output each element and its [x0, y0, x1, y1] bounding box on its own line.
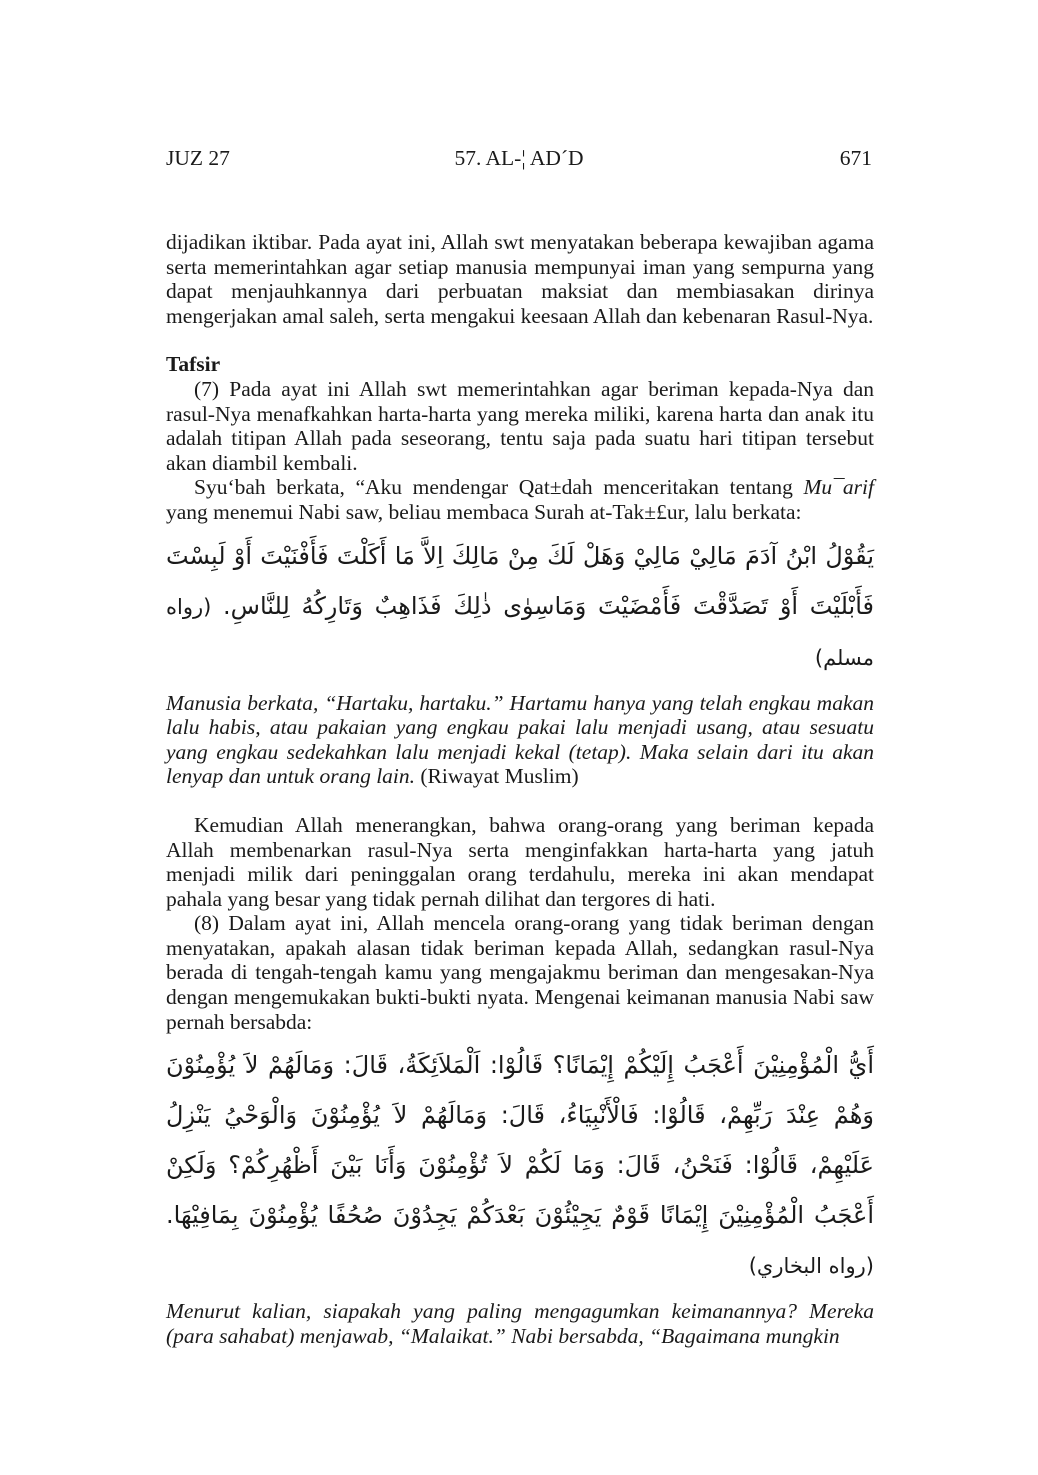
- hadith-2-translation: Menurut kalian, siapakah yang paling mengagumkan keimanannya? Mereka (para sahabat) menjawab, “Malaikat.” Nabi bersabda, “Bagaimana mungkin: [166, 1299, 874, 1348]
- hadith-1-translation-text: Manusia berkata, “Hartaku, hartaku.” Hartamu hanya yang telah engkau makan lalu habis, atau pakaian yang engkau pakai lalu menjadi usang, atau sesuatu yang engkau sedekahkan lalu menjadi kekal (tetap). Maka selain dari itu akan lenyap dan untuk orang lain.: [166, 690, 874, 789]
- syubah-paragraph: [166, 475, 874, 524]
- kemudian-paragraph: Kemudian Allah menerangkan, bahwa orang-orang yang beriman kepada Allah membenarkan rasul-Nya serta menginfakkan harta-harta yang jatuh menjadi milik dari peninggalan orang terdahulu, mereka ini akan mendapat pahala yang besar yang tidak pernah dilihat dan tergores di hati.: [166, 812, 874, 911]
- hadith-1-arabic-text: يَقُوْلُ ابْنُ آدَمَ مَالِيْ مَالِيْ وَهَلْ لَكَ مِنْ مَالِكَ اِلاَّ مَا أَكَلْتَ فَأَفْنَيْتَ أَوْ لَبِسْتَ فَأَبْلَيْتَ أَوْ تَصَدَّقْتَ فَأَمْضَيْتَ وَمَاسِوٰى ذٰلِكَ فَذَاهِبٌ وَتَارِكُهُ لِلنَّاسِ.: [166, 541, 874, 620]
- surah-title: 57. AL-¦ AD´D: [454, 146, 584, 170]
- mutarif-name: Mu¯arif: [803, 475, 874, 500]
- syubah-text-a: Syu‘bah berkata, “Aku mendengar Qat±dah menceritakan tentang: [194, 475, 804, 500]
- hadith-1-arabic: [166, 531, 874, 683]
- page-number: 671: [839, 146, 872, 170]
- intro-paragraph: dijadikan iktibar. Pada ayat ini, Allah swt menyatakan beberapa kewajiban agama serta memerintahkan agar setiap manusia mempunyai iman yang sempurna yang dapat menjauhkannya dari perbuatan maksiat dan membiasakan dirinya mengerjakan amal saleh, serta mengakui keesaan Allah dan kebenaran Rasul-Nya.: [166, 230, 874, 328]
- tafsir-heading: Tafsir: [166, 352, 221, 377]
- hadith-2-arabic-text: أَيُّ الْمُؤْمِنِيْنَ أَعْجَبُ إِلَيْكُمْ إِيْمَانًا؟ قَالُوْا: اَلْمَلاَئِكَةُ، قَالَ: وَمَالَهُمْ لاَ يُؤْمِنُوْنَ وَهُمْ عِنْدَ رَبِّهِمْ، قَالُوْا: فَالْأَنْبِيَاءُ، قَالَ: وَمَالَهُمْ لاَ يُؤْمِنُوْنَ وَالْوَحْيُ يَنْزِلُ عَلَيْهِمْ، قَالُوْا: فَنَحْنُ، قَالَ: وَمَا لَكُمْ لاَ تُؤْمِنُوْنَ وَأَنَا بَيْنَ أَظْهُرِكُمْ؟ وَلَكِنْ أَعْجَبُ الْمُؤْمِنِيْنَ إِيْمَانًا قَوْمٌ يَجِيْئُوْنَ بَعْدَكُمْ يَجِدُوْنَ صُحُفًا يُؤْمِنُوْنَ بِمَافِيْهَا.: [166, 1051, 874, 1230]
- page-body: [166, 230, 874, 1348]
- hadith-2-arabic: [166, 1040, 874, 1291]
- juz-label: JUZ 27: [166, 146, 230, 170]
- page-header: [166, 146, 872, 174]
- hadith-1-reference: (Riwayat Muslim): [415, 764, 579, 789]
- hadith-1-translation: [166, 691, 874, 789]
- syubah-text-b: yang menemui Nabi saw, beliau membaca Surah at-Tak±£ur, lalu berkata:: [166, 499, 802, 524]
- tafsir-paragraph-8: (8) Dalam ayat ini, Allah mencela orang-orang yang tidak beriman dengan menyatakan, apakah alasan tidak beriman kepada Allah, sedangkan rasul-Nya berada di tengah-tengah kamu yang mengajakmu beriman dan mengesakan-Nya dengan mengemukakan bukti-bukti nyata. Mengenai keimanan manusia Nabi saw pernah bersabda:: [166, 911, 874, 1034]
- hadith-1-source: (رواه مسلم): [166, 594, 874, 670]
- tafsir-paragraph-7: (7) Pada ayat ini Allah swt memerintahkan agar beriman kepada-Nya dan rasul-Nya menafkahkan harta-harta yang mereka miliki, karena harta dan anak itu adalah titipan Allah pada seseorang, tentu saja pada suatu hari titipan tersebut akan diambil kembali.: [166, 376, 874, 475]
- hadith-2-source: (رواه البخاري): [748, 1254, 874, 1279]
